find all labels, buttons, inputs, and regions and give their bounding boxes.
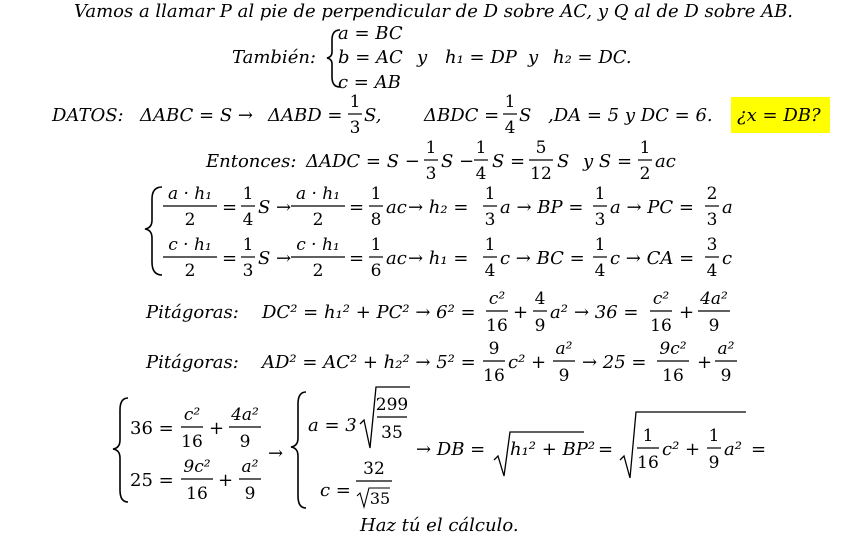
fraction-numerator: c² (183, 405, 201, 425)
fraction-numerator: 3 (706, 235, 718, 255)
fraction-numerator: 1 (242, 184, 254, 204)
area-abc: ΔABC = S → (140, 105, 253, 126)
fraction-denominator: 9 (558, 366, 570, 386)
c-definition: c = AB (338, 72, 401, 93)
intro-text: Vamos a llamar P al pie de perpendicular de D sobre AC, y Q al de D sobre AB. (74, 1, 794, 22)
fraction-numerator: a² (717, 339, 735, 359)
fraction-denominator: 2 (312, 210, 324, 230)
pitagoras-label: Pitágoras: (146, 352, 239, 373)
fraction-numerator: 4a² (700, 289, 728, 309)
fraction-numerator: 9c² (659, 339, 687, 359)
math-term: ac (386, 248, 407, 269)
fraction-numerator: c · h₁ (296, 235, 340, 255)
tambien-label: También: (232, 47, 316, 68)
math-term: c² + (508, 352, 547, 373)
fraction-denominator: 9 (708, 316, 720, 336)
fraction-numerator: 1 (349, 92, 361, 112)
math-term: + (697, 352, 713, 373)
fraction-numerator: 4a² (231, 405, 259, 425)
fraction-numerator: 1 (370, 184, 382, 204)
fraction-denominator: 2 (312, 261, 324, 281)
math-term: h₁² + BP² (510, 439, 596, 460)
math-term: ac (655, 151, 676, 172)
fraction-denominator: 4 (504, 118, 516, 138)
fraction-denominator: 2 (184, 261, 196, 281)
math-term: c (722, 248, 733, 269)
left-brace (145, 187, 162, 275)
h2-definition: h₂ = DC. (553, 47, 632, 68)
and-word: y (417, 47, 428, 68)
fraction-numerator: 1 (708, 426, 720, 446)
fraction-denominator: 12 (530, 164, 552, 184)
pitagoras-equation: DC² = h₁² + PC² → 6² = (262, 302, 476, 323)
fraction-numerator: a · h₁ (295, 184, 341, 204)
math-term: ac (386, 197, 407, 218)
math-term: = (222, 197, 238, 218)
fraction-denominator: 3 (425, 164, 437, 184)
fraction-numerator: 1 (504, 92, 516, 112)
area-bdc: ΔBDC = (424, 105, 500, 126)
fraction-denominator: 16 (186, 484, 208, 504)
fraction-denominator: 16 (662, 366, 684, 386)
entonces-label: Entonces: (206, 151, 297, 172)
fraction-denominator: 16 (637, 453, 659, 473)
fraction-numerator: c · h₁ (168, 235, 212, 255)
fraction-numerator: c² (652, 289, 670, 309)
fraction-denominator: 3 (594, 210, 606, 230)
pitagoras-result: → 25 = (582, 352, 647, 373)
fraction-denominator: 3 (242, 261, 254, 281)
fraction-numerator: 9c² (183, 457, 211, 477)
system-equation-2: 25 = (130, 470, 174, 491)
fraction-denominator: 35 (381, 423, 403, 443)
fraction-denominator: 9 (239, 432, 251, 452)
fraction-numerator: 1 (594, 184, 606, 204)
fraction-denominator: 4 (242, 210, 254, 230)
and-word: y (528, 47, 539, 68)
fraction-denominator: 4 (475, 164, 487, 184)
math-term: a (722, 197, 733, 218)
fraction-denominator: 4 (706, 261, 718, 281)
fraction-numerator: 1 (370, 235, 382, 255)
h1-definition: h₁ = DP (445, 47, 517, 68)
fraction-numerator: 1 (594, 235, 606, 255)
pitagoras-label: Pitágoras: (146, 302, 239, 323)
fraction-numerator: c² (488, 289, 506, 309)
fraction-numerator: 32 (363, 459, 385, 479)
datos-label: DATOS: (52, 105, 124, 126)
fraction-numerator: 1 (425, 138, 437, 158)
fraction-numerator: 1 (642, 426, 654, 446)
area-adc: ΔADC = S − (306, 151, 420, 172)
math-term: S − (441, 151, 475, 172)
db-expression: → DB = (416, 439, 486, 460)
math-term: a² (550, 302, 568, 323)
math-term: S → (258, 248, 292, 269)
math-term: + (209, 418, 225, 439)
h1-result: → h₁ = (408, 248, 469, 269)
math-term: + (218, 470, 234, 491)
b-definition: b = AC (338, 47, 403, 68)
pitagoras-result: → 36 = (574, 302, 639, 323)
footer-text: Haz tú el cálculo. (360, 515, 519, 536)
fraction-denominator: 16 (650, 316, 672, 336)
math-term: = (598, 439, 614, 460)
fraction-numerator: 2 (706, 184, 718, 204)
fraction-denominator: 9 (708, 453, 720, 473)
fraction-denominator: 2 (639, 164, 651, 184)
math-term: = (349, 248, 365, 269)
math-term: S, (364, 105, 382, 126)
h2-result: → h₂ = (408, 197, 469, 218)
fraction-denominator: 9 (720, 366, 732, 386)
math-term: = (349, 197, 365, 218)
fraction-denominator: 2 (184, 210, 196, 230)
area-abd: ΔABD = (268, 105, 343, 126)
math-term: S = (492, 151, 526, 172)
fraction-numerator: 1 (484, 235, 496, 255)
system-equation-1: 36 = (130, 418, 174, 439)
fraction-denominator: 8 (370, 210, 382, 230)
s-relation: y S = (583, 151, 633, 172)
fraction-numerator: 5 (535, 138, 547, 158)
given-lengths: ,DA = 5 y DC = 6. (548, 105, 713, 126)
fraction-denominator: 16 (483, 366, 505, 386)
fraction-denominator: 4 (594, 261, 606, 281)
fraction-denominator: 6 (370, 261, 382, 281)
pc-result: a → PC = (610, 197, 694, 218)
fraction-denominator: 35 (369, 489, 391, 508)
fraction-denominator: 3 (349, 118, 361, 138)
a-solution: a = 3 (308, 415, 357, 436)
math-term: S (519, 105, 532, 126)
fraction-numerator: 9 (488, 339, 500, 359)
math-term: S (557, 151, 570, 172)
bc-result: c → BC = (500, 248, 585, 269)
fraction-numerator: a² (555, 339, 573, 359)
fraction-denominator: 3 (706, 210, 718, 230)
fraction-denominator: 16 (486, 316, 508, 336)
question-text: ¿x = DB? (737, 105, 821, 126)
fraction-denominator: 9 (244, 484, 256, 504)
fraction-numerator: 299 (375, 395, 409, 415)
fraction-numerator: 1 (639, 138, 651, 158)
math-term: a² (724, 439, 742, 460)
a-definition: a = BC (338, 23, 403, 44)
math-term: S → (258, 197, 292, 218)
math-term: + (513, 302, 529, 323)
fraction-denominator: 16 (181, 432, 203, 452)
final-equals: = (751, 439, 767, 460)
fraction-numerator: 1 (242, 235, 254, 255)
math-term: = (222, 248, 238, 269)
fraction-denominator: 9 (534, 316, 546, 336)
ca-result: c → CA = (610, 248, 695, 269)
fraction-numerator: 4 (534, 289, 546, 309)
fraction-numerator: 1 (484, 184, 496, 204)
left-brace (291, 392, 306, 508)
fraction-numerator: a² (241, 457, 259, 477)
bp-result: a → BP = (500, 197, 584, 218)
fraction-numerator: 1 (475, 138, 487, 158)
fraction-denominator: 3 (484, 210, 496, 230)
c-solution: c = (320, 480, 351, 501)
math-term: c² + (662, 439, 701, 460)
fraction-denominator: 4 (484, 261, 496, 281)
fraction-numerator: a · h₁ (167, 184, 213, 204)
implies-arrow: → (268, 443, 284, 464)
left-brace (113, 398, 128, 502)
pitagoras-equation: AD² = AC² + h₂² → 5² = (262, 352, 476, 373)
math-term: + (679, 302, 695, 323)
